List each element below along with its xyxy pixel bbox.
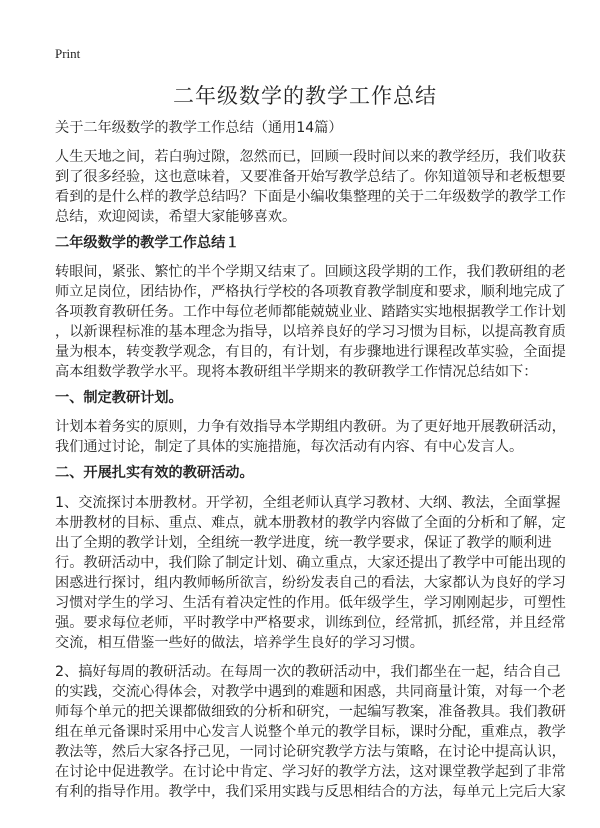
text-line: 有利的指导作用。教学中，我们采用实践与反思相结合的方法，每单元上完后大家 (55, 784, 566, 800)
text-line: 量为根本，转变教学观念，有目的，有计划，有步骤地进行课程改革实验，全面提 (55, 344, 566, 360)
text-line: 在讨论中促进教学。在讨论中肯定、学习好的教学方法，这对课堂教学起到了非常 (55, 764, 566, 780)
text-line: 高本组数学教学水平。现将本教研组半学期来的教研教学工作情况总结如下： (55, 364, 538, 380)
text-line: 我们通过讨论，制定了具体的实施措施，每次活动有内容、有中心发言人。 (55, 439, 524, 455)
section-heading-1: 二年级数学的教学工作总结１ (55, 235, 240, 251)
text-line: 组在单元备课时采用中心发言人说整个单元的教学目标，课时分配，重难点，教学 (55, 724, 566, 740)
section1-paragraph (55, 262, 566, 382)
text-line: 2、搞好每周的教研活动。在每周一次的教研活动中，我们都坐在一起，结合自己 (55, 664, 561, 680)
text-line: 强。要求每位老师，平时教学中严格要求，训练到位，经常抓，抓经常，并且经常 (55, 615, 566, 631)
document-subtitle: 关于二年级数学的教学工作总结（通用14篇） (55, 120, 343, 136)
text-line: 教法等，然后大家各抒己见，一同讨论研究教学方法与策略，在讨论中提高认识， (55, 744, 566, 760)
text-line: 人生天地之间，若白驹过隙，忽然而已，回顾一段时间以来的教学经历，我们收获 (55, 149, 566, 165)
text-line: ，以新课程标准的基本理念为指导，以培养良好的学习习惯为目标，以提高教育质 (55, 324, 566, 340)
text-line: 到了很多经验，这也意味着，又要准备开始写教学总结了。你知道领导和老板想要 (55, 169, 566, 185)
text-line: 看到的是什么样的教学总结吗？下面是小编收集整理的关于二年级数学的教学工作 (55, 189, 566, 205)
text-line: 1、交流探讨本册教材。开学初，全组老师认真学习教材、大纲、教法，全面掌握 (55, 495, 561, 511)
intro-paragraph (55, 147, 566, 227)
text-line: 各项教育教研任务。工作中每位老师都能兢兢业业、踏踏实实地根据教学工作计划 (55, 304, 566, 320)
plan-paragraph (55, 417, 566, 457)
text-line: 师立足岗位，团结协作，严格执行学校的各项教育教学制度和要求，顺利地完成了 (55, 284, 566, 300)
text-line: 出了全期的教学计划，全组统一教学进度，统一教学要求，保证了教学的顺利进 (55, 535, 552, 551)
heading-research-activities: 二、开展扎实有效的教研活动。 (55, 465, 254, 481)
heading-make-plan: 一、制定教研计划。 (55, 390, 183, 406)
text-line: 习惯对学生的学习、生活有着决定性的作用。低年级学生，学习刚刚起步，可塑性 (55, 595, 566, 611)
text-line: 困惑进行探讨，组内教师畅所欲言，纷纷发表自己的看法，大家都认为良好的学习 (55, 575, 566, 591)
text-line: 交流，相互借鉴一些好的做法，培养学生良好的学习习惯。 (55, 635, 424, 651)
activities-paragraph-1 (55, 493, 566, 653)
document-title: 二年级数学的教学工作总结 (173, 84, 437, 108)
text-line: 行。教研活动中，我们除了制定计划、确立重点，大家还提出了教学中可能出现的 (55, 555, 566, 571)
text-line: 本册教材的目标、重点、难点，就本册教材的教学内容做了全面的分析和了解，定 (55, 515, 566, 531)
text-line: 总结，欢迎阅读，希望大家能够喜欢。 (55, 209, 297, 225)
activities-paragraph-2 (55, 662, 566, 802)
print-link[interactable]: Print (55, 46, 81, 61)
text-line: 转眼间，紧张、繁忙的半个学期又结束了。回顾这段学期的工作，我们教研组的老 (55, 264, 566, 280)
text-line: 师每个单元的把关课都做细致的分析和研究，一起编写教案，准备教具。我们教研 (55, 704, 566, 720)
text-line: 的实践，交流心得体会，对教学中遇到的难题和困惑，共同商量计策，对每一个老 (55, 684, 566, 700)
text-line: 计划本着务实的原则，力争有效指导本学期组内教研。为了更好地开展教研活动， (55, 419, 566, 435)
